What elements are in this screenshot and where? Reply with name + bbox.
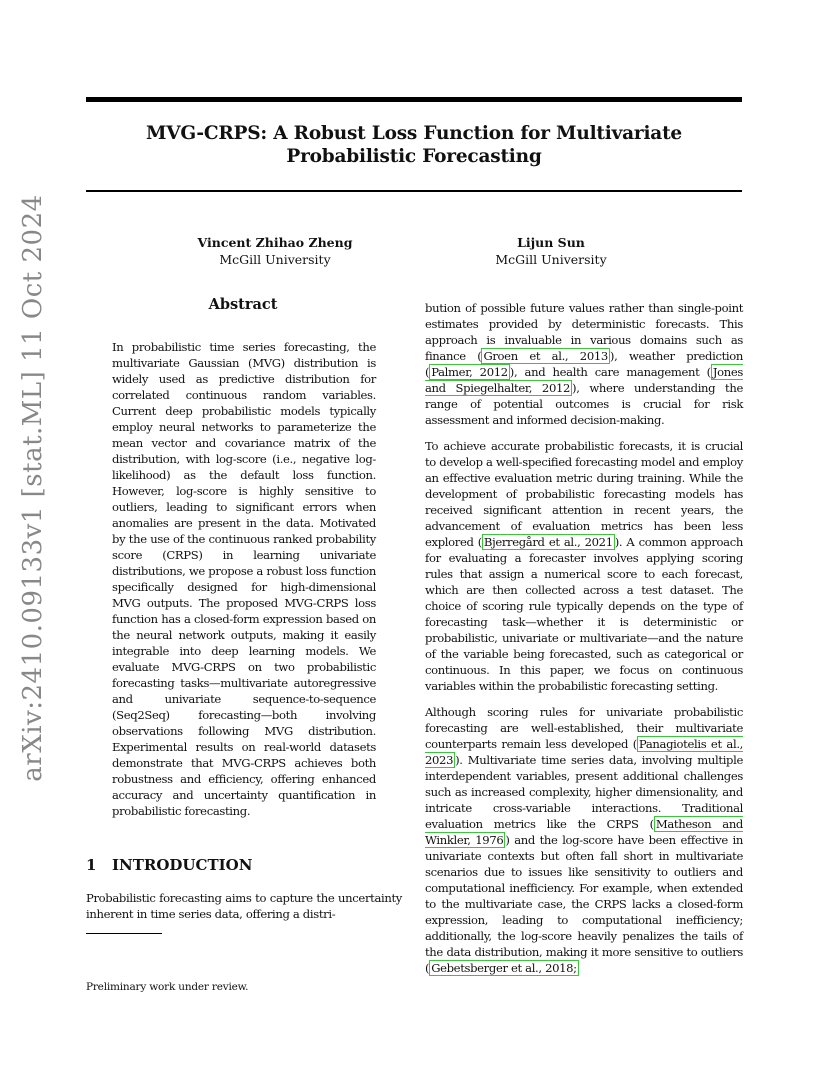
author-affiliation: McGill University: [219, 252, 331, 267]
author-name: Vincent Zhihao Zheng: [197, 235, 353, 250]
abstract-heading: Abstract: [208, 296, 278, 313]
citation-link[interactable]: Groen et al., 2013: [483, 349, 608, 363]
intro-paragraph-start: Probabilistic forecasting aims to capture the uncertainty inherent in time series data, offering a distri-: [86, 891, 402, 921]
paragraph-text: ), where understanding the range of potential outcomes is crucial for risk assessment and informed decision-making.: [425, 381, 743, 427]
body-paragraph-1: [425, 300, 743, 428]
citation-link[interactable]: Jones and Spiegelhalter, 2012: [425, 365, 743, 395]
footnote-rule: [86, 933, 162, 934]
body-paragraph-2: [425, 438, 743, 694]
paragraph-text: ) and the log-score have been effective in univariate contexts but often fall short in multivariate scenarios due to issues like sensitivity to outliers and computational inefficiency. For example, when extended to the multivariate case, the CRPS lacks a closed-form expression, leading to computational inefficiency; additionally, the log-score heavily penalizes the tails of the data distribution, making it more sensitive to outliers (: [425, 833, 743, 975]
citation-link[interactable]: Gebetsberger et al., 2018;: [431, 961, 577, 975]
paragraph-text: Although scoring rules for univariate probabilistic forecasting are well-established, their multivariate counterparts remain less developed (: [425, 705, 743, 751]
section-heading: [86, 856, 402, 874]
title-rule-top: [86, 97, 742, 102]
right-column: [425, 300, 743, 986]
abstract-body: In probabilistic time series forecasting, the multivariate Gaussian (MVG) distribution is widely used as predictive distribution for correlated continuous random variables. Current deep probabilistic models typically employ neural networks to parameterize the mean vector and covariance matrix of the distribution, with log-score (i.e., negative log-likelihood) as the default loss function. However, log-score is highly sensitive to outliers, leading to significant errors when anomalies are present in the data. Motivated by the use of the continuous ranked probability score (CRPS) in learning univariate distributions, we propose a robust loss function specifically designed for high-dimensional MVG outputs. The proposed MVG-CRPS loss function has a closed-form expression based on the neural network outputs, making it easily integrable into deep learning models. We evaluate MVG-CRPS on two probabilistic forecasting tasks—multivariate autoregressive and univariate sequence-to-sequence (Seq2Seq) forecasting—both involving observations following MVG distribution. Experimental results on real-world datasets demonstrate that MVG-CRPS achieves both robustness and efficiency, offering enhanced accuracy and uncertainty quantification in probabilistic forecasting.: [112, 340, 376, 818]
paragraph-text: ). A common approach for evaluating a forecaster involves applying scoring rules that assign a numerical score to each forecast, which are then collected across a test dataset. The choice of scoring rule typically depends on the type of forecasting task—whether it is deterministic or probabilistic, univariate or multivariate—and the nature of the variable being forecasted, such as categorical or continuous. In this paper, we focus on continuous variables within the probabilistic forecasting setting.: [425, 535, 743, 693]
arxiv-stamp: arXiv:2410.09133v1 [stat.ML] 11 Oct 2024: [18, 194, 48, 782]
author-block-2: [446, 234, 656, 268]
footnote: Preliminary work under review.: [86, 981, 249, 993]
author-block-1: [170, 234, 380, 268]
citation-link[interactable]: Matheson and Winkler, 1976: [425, 817, 744, 847]
paragraph-text: To achieve accurate probabilistic forecasts, it is crucial to develop a well-specified forecasting model and employ an effective evaluation metric during training. While the development of probabilistic forecasting models has received significant attention in recent years, the advancement of evaluation metrics has been less explored (: [425, 439, 743, 549]
citation-link[interactable]: Bjerregård et al., 2021: [483, 535, 613, 549]
title-rule-bottom: [86, 190, 742, 192]
paragraph-text: ). Multivariate time series data, involving multiple interdependent variables, present additional challenges such as increased complexity, higher dimensionality, and intricate cross-variable interactions. Traditional evaluation metrics like the CRPS (: [425, 753, 743, 831]
paragraph-text: bution of possible future values rather than single-point estimates provided by deterministic forecasts. This approach is invaluable in various domains such as finance (: [425, 301, 743, 363]
body-paragraph-3: [425, 704, 743, 976]
author-name: Lijun Sun: [517, 235, 585, 250]
paragraph-text: ), weather prediction (: [425, 349, 743, 379]
section-number: 1: [86, 856, 97, 874]
author-affiliation: McGill University: [495, 252, 607, 267]
paper-title: MVG-CRPS: A Robust Loss Function for Multivariate Probabilistic Forecasting: [145, 123, 682, 167]
citation-link[interactable]: Panagiotelis et al., 2023: [425, 737, 743, 767]
paragraph-text: ), and health care management (: [509, 365, 711, 379]
section-title: INTRODUCTION: [112, 856, 253, 874]
citation-link[interactable]: Palmer, 2012: [431, 365, 508, 379]
